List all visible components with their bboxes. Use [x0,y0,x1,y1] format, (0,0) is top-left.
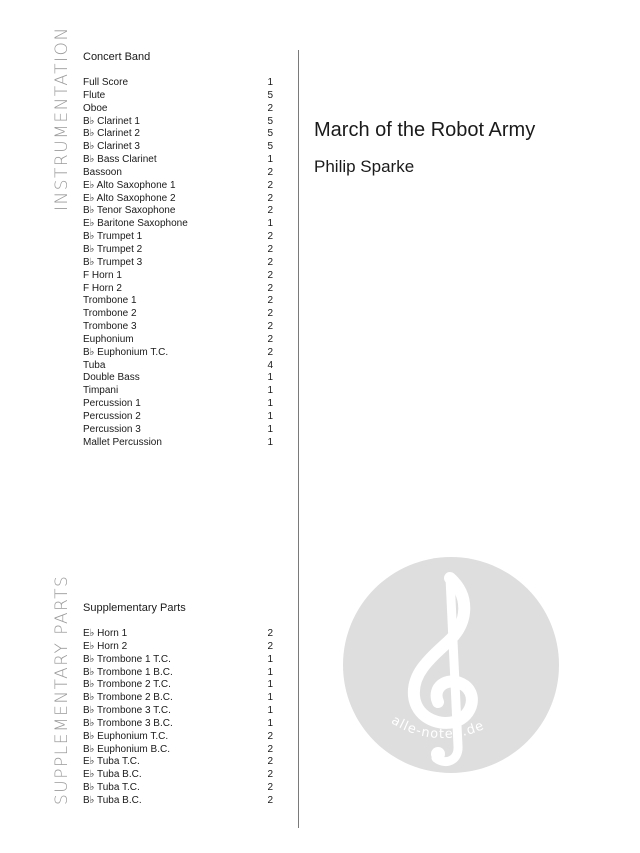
part-quantity: 1 [267,666,273,678]
part-quantity: 1 [267,372,273,384]
part-quantity: 2 [267,102,273,114]
part-quantity: 2 [267,256,273,268]
part-name: E♭ Tuba B.C. [83,769,142,781]
part-quantity: 2 [267,782,273,794]
part-quantity: 1 [267,77,273,88]
part-row [83,205,273,218]
part-quantity: 2 [267,179,273,191]
part-quantity: 1 [267,692,273,704]
part-name: Tuba [83,359,106,371]
part-quantity: 1 [267,717,273,729]
alle-noten-watermark-logo [342,556,560,774]
part-name: B♭ Euphonium T.C. [83,730,169,742]
part-quantity: 1 [267,398,273,410]
part-row [83,193,273,206]
part-name: B♭ Trombone 2 T.C. [83,679,171,691]
part-quantity: 1 [267,679,273,691]
part-name: E♭ Alto Saxophone 2 [83,192,176,204]
part-row [83,756,273,769]
part-quantity: 2 [267,628,273,639]
part-name: F Horn 2 [83,282,122,294]
instrumentation-side-label: INSTRUMENTATION [52,26,72,211]
part-quantity: 5 [267,141,273,153]
part-row [83,295,273,308]
piece-title: March of the Robot Army [314,119,536,141]
part-row [83,718,273,731]
part-quantity: 2 [267,282,273,294]
part-quantity: 2 [267,295,273,307]
part-name: B♭ Euphonium B.C. [83,743,170,755]
part-row [83,385,273,398]
part-name: Double Bass [83,372,140,384]
part-name: E♭ Horn 1 [83,628,128,639]
instrumentation-title: Concert Band [83,51,151,63]
part-row [83,141,273,154]
part-name: B♭ Trumpet 2 [83,243,143,255]
part-name: B♭ Trombone 1 B.C. [83,666,173,678]
part-name: E♭ Alto Saxophone 1 [83,179,176,191]
part-row [83,628,273,641]
part-name: B♭ Clarinet 2 [83,128,140,140]
part-name: Timpani [83,385,119,397]
part-quantity: 1 [267,705,273,717]
part-name: B♭ Trombone 2 B.C. [83,692,173,704]
part-row [83,360,273,373]
part-row [83,231,273,244]
part-row [83,218,273,231]
part-quantity: 2 [267,243,273,255]
part-row [83,334,273,347]
part-name: B♭ Trombone 3 B.C. [83,717,173,729]
part-row [83,679,273,692]
part-row [83,244,273,257]
part-quantity: 2 [267,205,273,217]
supplementary-list [83,628,273,808]
part-row [83,283,273,296]
part-row [83,116,273,129]
part-row [83,347,273,360]
watermark-text: alle-noten.de [388,713,487,743]
part-row [83,154,273,167]
part-name: Euphonium [83,333,134,345]
part-row [83,654,273,667]
part-row [83,437,273,450]
part-quantity: 2 [267,640,273,652]
supplementary-side-label: SUPPLEMENTARY PARTS [52,574,72,805]
part-name: Trombone 1 [83,295,137,307]
part-name: B♭ Bass Clarinet [83,154,157,166]
instrumentation-list [83,77,273,449]
part-name: E♭ Horn 2 [83,640,128,652]
part-quantity: 2 [267,333,273,345]
part-row [83,372,273,385]
part-quantity: 1 [267,423,273,435]
part-name: Bassoon [83,166,122,178]
part-quantity: 2 [267,794,273,806]
vertical-divider [298,50,299,828]
part-name: Mallet Percussion [83,436,162,448]
part-name: Percussion 2 [83,410,141,422]
part-quantity: 1 [267,410,273,422]
part-quantity: 2 [267,269,273,281]
part-quantity: 2 [267,231,273,243]
part-row [83,795,273,808]
part-row [83,744,273,757]
part-row [83,270,273,283]
part-quantity: 1 [267,154,273,166]
part-row [83,782,273,795]
part-row [83,167,273,180]
part-row [83,398,273,411]
part-quantity: 1 [267,436,273,448]
part-quantity: 2 [267,743,273,755]
part-row [83,411,273,424]
part-quantity: 2 [267,730,273,742]
part-quantity: 5 [267,89,273,101]
part-quantity: 2 [267,308,273,320]
part-name: B♭ Tuba T.C. [83,782,140,794]
part-name: B♭ Trombone 1 T.C. [83,653,171,665]
part-quantity: 1 [267,385,273,397]
part-name: Flute [83,89,106,101]
part-row [83,641,273,654]
part-row [83,103,273,116]
part-row [83,769,273,782]
part-row [83,90,273,103]
part-row [83,128,273,141]
part-quantity: 5 [267,128,273,140]
part-quantity: 2 [267,192,273,204]
part-name: Full Score [83,77,129,88]
part-quantity: 5 [267,115,273,127]
part-row [83,308,273,321]
part-quantity: 2 [267,769,273,781]
part-quantity: 2 [267,321,273,333]
part-name: B♭ Tenor Saxophone [83,205,176,217]
part-name: F Horn 1 [83,269,122,281]
part-quantity: 2 [267,756,273,768]
supplementary-title: Supplementary Parts [83,602,186,614]
part-name: Trombone 2 [83,308,137,320]
part-row [83,705,273,718]
part-name: B♭ Clarinet 1 [83,115,140,127]
part-row [83,180,273,193]
part-name: B♭ Euphonium T.C. [83,346,169,358]
part-name: Percussion 3 [83,423,141,435]
part-row [83,424,273,437]
part-name: E♭ Tuba T.C. [83,756,140,768]
part-row [83,257,273,270]
part-row [83,77,273,90]
part-row [83,692,273,705]
part-row [83,321,273,334]
part-name: B♭ Trombone 3 T.C. [83,705,171,717]
part-row [83,667,273,680]
part-quantity: 2 [267,346,273,358]
composer-name: Philip Sparke [314,157,415,176]
part-quantity: 4 [267,359,273,371]
part-row [83,731,273,744]
part-name: B♭ Trumpet 3 [83,256,143,268]
part-quantity: 1 [267,218,273,230]
part-name: B♭ Clarinet 3 [83,141,140,153]
part-quantity: 2 [267,166,273,178]
part-name: Trombone 3 [83,321,137,333]
part-quantity: 1 [267,653,273,665]
part-name: B♭ Tuba B.C. [83,794,142,806]
part-name: Percussion 1 [83,398,141,410]
part-name: E♭ Baritone Saxophone [83,218,188,230]
part-name: Oboe [83,102,108,114]
part-name: B♭ Trumpet 1 [83,231,143,243]
